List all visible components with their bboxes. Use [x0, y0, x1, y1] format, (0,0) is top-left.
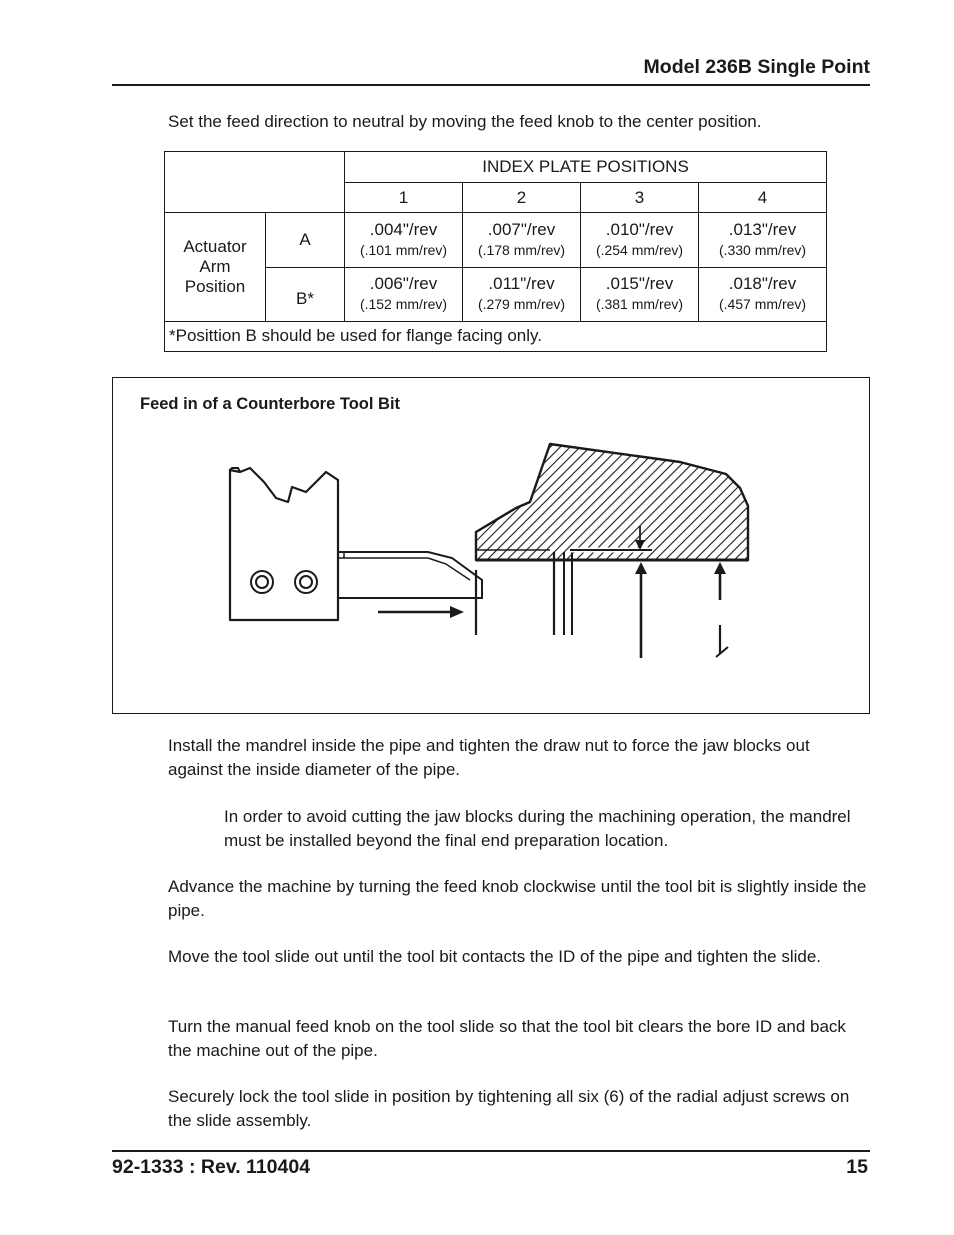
position-header: 4 — [699, 183, 827, 213]
tool-holder — [230, 468, 338, 620]
feed-arrow-icon — [378, 606, 464, 618]
feed-inch: .006"/rev — [369, 274, 438, 294]
table-footnote: *Posittion B should be used for flange facing only. — [165, 321, 827, 351]
document-number: 92-1333 : Rev. 110404 — [112, 1156, 311, 1178]
feed-cell — [463, 213, 581, 267]
feed-inch: .013"/rev — [728, 219, 797, 239]
feed-cell — [581, 267, 699, 321]
feed-inch: .010"/rev — [605, 219, 674, 239]
feed-rate-table — [164, 151, 827, 352]
feed-inch: .015"/rev — [605, 274, 674, 294]
step-paragraph: Advance the machine by turning the feed knob clockwise until the tool bit is slightly inside the pipe. — [168, 877, 867, 920]
up-arrow-icon — [635, 562, 647, 658]
feed-mm: (.178 mm/rev) — [477, 241, 566, 258]
feed-mm: (.101 mm/rev) — [359, 241, 448, 258]
index-plate-header: INDEX PLATE POSITIONS — [345, 152, 827, 183]
feed-cell — [699, 213, 827, 267]
feed-mm: (.254 mm/rev) — [595, 241, 684, 258]
feed-mm: (.152 mm/rev) — [359, 296, 448, 313]
step-paragraph: Turn the manual feed knob on the tool slide so that the tool bit clears the bore ID and back the machine out of the pipe. — [168, 1017, 846, 1060]
table-corner-cell — [165, 152, 345, 213]
feed-mm: (.279 mm/rev) — [477, 296, 566, 313]
feed-cell — [345, 267, 463, 321]
pipe-wall — [476, 444, 748, 560]
feed-mm: (.330 mm/rev) — [718, 241, 807, 258]
footer-rule — [112, 1150, 870, 1152]
position-header: 2 — [463, 183, 581, 213]
feed-inch: .018"/rev — [728, 274, 797, 294]
position-header: 1 — [345, 183, 463, 213]
feed-cell — [699, 267, 827, 321]
page-number: 15 — [846, 1156, 868, 1178]
step-paragraph: Move the tool slide out until the tool bit contacts the ID of the pipe and tighten the slide. — [168, 947, 822, 966]
feed-mm: (.381 mm/rev) — [595, 296, 684, 313]
bore-lines — [476, 552, 572, 635]
feed-inch: .007"/rev — [487, 219, 556, 239]
figure-title: Feed in of a Counterbore Tool Bit — [140, 395, 401, 413]
screw-icon — [251, 571, 273, 593]
up-arrow-icon — [714, 562, 728, 657]
feed-mm: (.457 mm/rev) — [718, 296, 807, 313]
feed-cell — [345, 213, 463, 267]
tool-bit — [338, 552, 482, 598]
page-header-title: Model 236B Single Point — [643, 56, 870, 78]
screw-icon — [295, 571, 317, 593]
feed-cell — [463, 267, 581, 321]
header-rule — [112, 84, 870, 86]
intro-paragraph: Set the feed direction to neutral by moving the feed knob to the center position. — [168, 112, 762, 131]
row-label-a: A — [266, 213, 345, 267]
step-paragraph: Install the mandrel inside the pipe and tighten the draw nut to force the jaw blocks out against the inside diameter of the pipe. — [168, 736, 810, 779]
feed-cell — [581, 213, 699, 267]
step-paragraph: Securely lock the tool slide in position by tightening all six (6) of the radial adjust screws on the slide assembly. — [168, 1087, 850, 1130]
note-paragraph: In order to avoid cutting the jaw blocks during the machining operation, the mandrel must be installed beyond the final end preparation location. — [224, 807, 851, 850]
row-label-b: B* — [266, 267, 345, 321]
feed-inch: .004"/rev — [369, 219, 438, 239]
position-header: 3 — [581, 183, 699, 213]
counterbore-diagram — [220, 440, 760, 665]
actuator-arm-label: Actuator Arm Position — [165, 213, 266, 322]
feed-inch: .011"/rev — [488, 274, 555, 294]
